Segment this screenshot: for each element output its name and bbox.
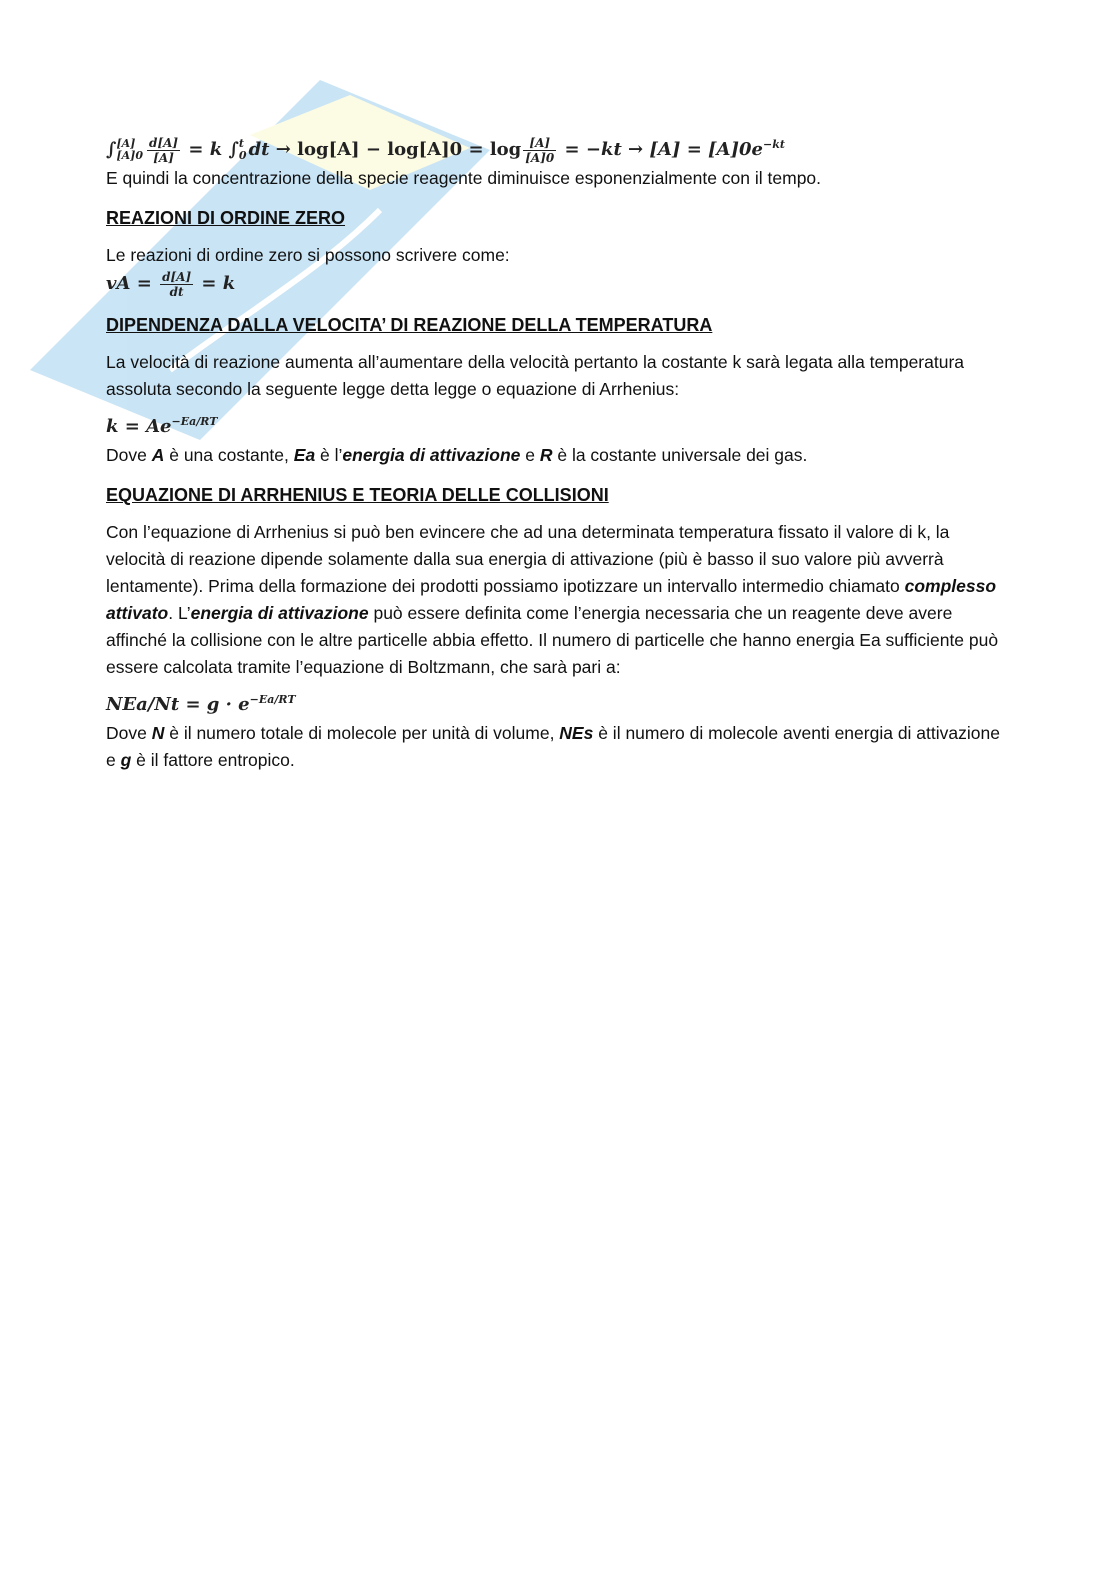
fraction: $\frac{d[A]}{dt}$ <box>162 269 192 299</box>
zero-order-formula: vA = $\frac{d[A]}{dt}$ = k <box>106 269 236 299</box>
paragraph-zero-order: Le reazioni di ordine zero si possono scrivere come: <box>106 245 510 265</box>
paragraph-boltzmann-definitions: Dove N è il numero totale di molecole per unità di volume, NEs è il numero di molecole aventi energia di attivazione e g è il fattore entropico. <box>106 723 1000 770</box>
heading-zero-order: REAZIONI DI ORDINE ZERO <box>106 208 346 228</box>
document-body <box>106 130 1006 774</box>
arrhenius-formula: $k = Ae^{-Ea/RT}$ <box>106 415 218 437</box>
heading-temperature: DIPENDENZA DALLA VELOCITA’ DI REAZIONE DELLA TEMPERATURA <box>106 315 713 335</box>
paragraph-arrhenius-definitions: Dove A è una costante, Ea è l’energia di attivazione e R è la costante universale dei gas. <box>106 445 808 465</box>
paragraph-exponential: E quindi la concentrazione della specie reagente diminuisce esponenzialmente con il tempo. <box>106 168 822 188</box>
fraction: $\frac{[A]}{[A]0}$ <box>525 135 555 165</box>
fraction: $\frac{d[A]}{[A]}$ <box>149 135 179 165</box>
paragraph-temperature: La velocità di reazione aumenta all’aumentare della velocità pertanto la costante k sarà legata alla temperatura assoluta secondo la seguente legge detta legge o equazione di Arrhenius: <box>106 352 965 399</box>
paragraph-collisions: Con l’equazione di Arrhenius si può ben evincere che ad una determinata temperatura fissato il valore di k, la velocità di reazione dipende solamente dalla sua energia di attivazione (più è basso il suo valore più avverrà lentamente). Prima della formazione dei prodotti possiamo ipotizzare un intervallo intermedio chiamato complesso attivato. L’energia di attivazione può essere definita come l’energia necessaria che un reagente deve avere affinché la collisione con le altre particelle abbia effetto. Il numero di particelle che hanno energia Ea sufficiente può essere calcolata tramite l’equazione di Boltzmann, che sarà pari a: <box>106 522 999 677</box>
heading-collisions: EQUAZIONE DI ARRHENIUS E TEORIA DELLE COLLISIONI <box>106 485 609 505</box>
integral-formula: ∫ [A] [A]0 $\frac{d[A]}{[A]}$ = k ∫ t 0 dt → log[A] − log[A]0 = log $\frac{[A]}{[A]0}$ = $-kt \to [A] = [A]0e^{-kt}$ <box>106 135 785 165</box>
boltzmann-formula: $NEa/Nt = g \cdot e^{-Ea/RT}$ <box>106 693 296 715</box>
